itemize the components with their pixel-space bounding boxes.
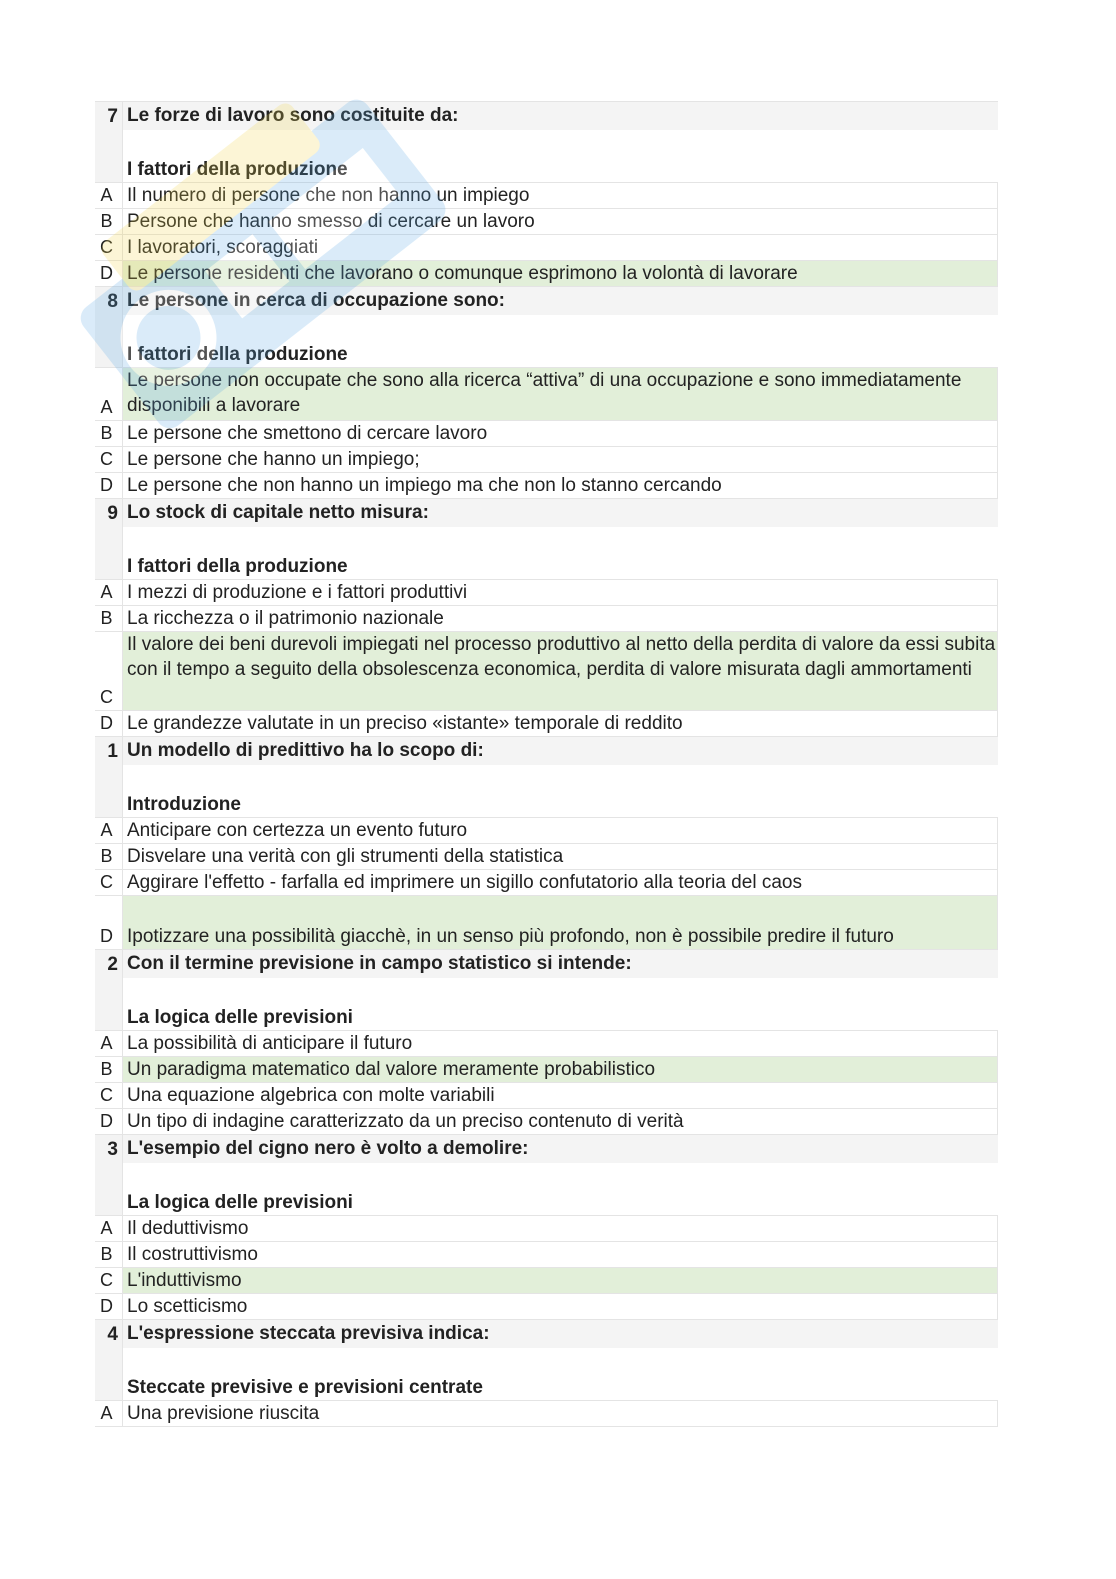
- answer-letter: A: [95, 1031, 123, 1056]
- answer-letter: A: [95, 1401, 123, 1426]
- answer-text: Anticipare con certezza un evento futuro: [123, 818, 998, 843]
- answer-text: Le grandezze valutate in un preciso «istante» temporale di reddito: [123, 711, 998, 736]
- answer-letter: A: [95, 368, 123, 420]
- answer-row: [95, 1216, 998, 1242]
- answer-row: [95, 1109, 998, 1135]
- answer-text: Le persone residenti che lavorano o comunque esprimono la volontà di lavorare: [123, 261, 998, 286]
- answer-row-correct: [95, 368, 998, 421]
- question-block: [95, 950, 998, 1135]
- answer-text: Lo scetticismo: [123, 1294, 998, 1319]
- question-number: 8: [95, 287, 123, 367]
- answer-row: [95, 209, 998, 235]
- answer-text: Il valore dei beni durevoli impiegati nel processo produttivo al netto della perdita di valore da essi subita con il tempo a seguito della obsolescenza economica, perdita di valore misurata dagli ammortamenti: [123, 632, 998, 710]
- answer-letter: C: [95, 632, 123, 710]
- answer-text: L'induttivismo: [123, 1268, 998, 1293]
- answer-letter: B: [95, 844, 123, 869]
- question-text: Le persone in cerca di occupazione sono:: [123, 287, 998, 315]
- answer-row-correct: [95, 1268, 998, 1294]
- answer-text: Persone che hanno smesso di cercare un lavoro: [123, 209, 998, 234]
- answer-row: [95, 1031, 998, 1057]
- question-block: [95, 499, 998, 737]
- answer-row: [95, 606, 998, 632]
- answer-text: Una equazione algebrica con molte variabili: [123, 1083, 998, 1108]
- answer-row: [95, 447, 998, 473]
- answer-row: [95, 473, 998, 499]
- question-number: 1: [95, 737, 123, 817]
- answer-letter: D: [95, 1294, 123, 1319]
- answer-letter: B: [95, 606, 123, 631]
- question-topic: I fattori della produzione: [127, 159, 348, 180]
- answer-row: [95, 1083, 998, 1109]
- answer-text: Ipotizzare una possibilità giacchè, in un senso più profondo, non è possibile predire il futuro: [123, 896, 998, 949]
- question-number: 3: [95, 1135, 123, 1215]
- answer-text: Un paradigma matematico dal valore meramente probabilistico: [123, 1057, 998, 1082]
- answer-text: I lavoratori, scoraggiati: [123, 235, 998, 260]
- answer-row: [95, 844, 998, 870]
- answer-row-correct: [95, 896, 998, 950]
- answer-row: [95, 235, 998, 261]
- question-text: Un modello di predittivo ha lo scopo di:: [123, 737, 998, 765]
- answer-text: Le persone che non hanno un impiego ma che non lo stanno cercando: [123, 473, 998, 498]
- answer-text: La ricchezza o il patrimonio nazionale: [123, 606, 998, 631]
- question-text: Le forze di lavoro sono costituite da:: [123, 102, 998, 130]
- quiz-sheet: [95, 101, 998, 1427]
- question-number: 4: [95, 1320, 123, 1400]
- answer-row: [95, 1401, 998, 1427]
- answer-letter: A: [95, 183, 123, 208]
- answer-row: [95, 421, 998, 447]
- answer-row: [95, 870, 998, 896]
- answer-letter: C: [95, 235, 123, 260]
- question-block: [95, 1320, 998, 1427]
- question-number: 7: [95, 102, 123, 182]
- answer-row-correct: [95, 1057, 998, 1083]
- question-topic: Steccate previsive e previsioni centrate: [127, 1377, 483, 1398]
- answer-letter: B: [95, 209, 123, 234]
- answer-row: [95, 580, 998, 606]
- answer-letter: A: [95, 818, 123, 843]
- answer-text: La possibilità di anticipare il futuro: [123, 1031, 998, 1056]
- answer-text: Disvelare una verità con gli strumenti della statistica: [123, 844, 998, 869]
- question-block: [95, 1135, 998, 1320]
- answer-letter: B: [95, 421, 123, 446]
- answer-text: Le persone non occupate che sono alla ricerca “attiva” di una occupazione e sono immediatamente disponibili a lavorare: [123, 368, 998, 420]
- question-topic: I fattori della produzione: [127, 556, 348, 577]
- answer-text: Un tipo di indagine caratterizzato da un preciso contenuto di verità: [123, 1109, 998, 1134]
- answer-row: [95, 1242, 998, 1268]
- answer-text: Il costruttivismo: [123, 1242, 998, 1267]
- answer-letter: C: [95, 1268, 123, 1293]
- answer-letter: D: [95, 261, 123, 286]
- question-number: 9: [95, 499, 123, 579]
- answer-letter: C: [95, 447, 123, 472]
- answer-letter: B: [95, 1057, 123, 1082]
- answer-letter: A: [95, 1216, 123, 1241]
- answer-letter: A: [95, 580, 123, 605]
- answer-row-correct: [95, 261, 998, 287]
- answer-letter: D: [95, 473, 123, 498]
- answer-text: Il numero di persone che non hanno un impiego: [123, 183, 998, 208]
- answer-text: I mezzi di produzione e i fattori produttivi: [123, 580, 998, 605]
- answer-letter: B: [95, 1242, 123, 1267]
- answer-text: Una previsione riuscita: [123, 1401, 998, 1426]
- answer-row: [95, 818, 998, 844]
- answer-letter: D: [95, 896, 123, 949]
- question-text: Con il termine previsione in campo statistico si intende:: [123, 950, 998, 978]
- answer-row: [95, 183, 998, 209]
- answer-row: [95, 1294, 998, 1320]
- question-topic: Introduzione: [127, 794, 241, 815]
- question-topic: La logica delle previsioni: [127, 1192, 353, 1213]
- question-block: [95, 287, 998, 499]
- answer-row: [95, 711, 998, 737]
- question-text: L'espressione steccata previsiva indica:: [123, 1320, 998, 1348]
- answer-text: Aggirare l'effetto - farfalla ed imprimere un sigillo confutatorio alla teoria del caos: [123, 870, 998, 895]
- answer-letter: D: [95, 711, 123, 736]
- answer-letter: C: [95, 870, 123, 895]
- question-number: 2: [95, 950, 123, 1030]
- question-topic: I fattori della produzione: [127, 344, 348, 365]
- answer-text: Le persone che hanno un impiego;: [123, 447, 998, 472]
- question-text: Lo stock di capitale netto misura:: [123, 499, 998, 527]
- question-topic: La logica delle previsioni: [127, 1007, 353, 1028]
- question-block: [95, 737, 998, 950]
- question-text: L'esempio del cigno nero è volto a demolire:: [123, 1135, 998, 1163]
- question-block: [95, 102, 998, 287]
- answer-row-correct: [95, 632, 998, 711]
- answer-letter: D: [95, 1109, 123, 1134]
- answer-text: Il deduttivismo: [123, 1216, 998, 1241]
- answer-text: Le persone che smettono di cercare lavoro: [123, 421, 998, 446]
- answer-letter: C: [95, 1083, 123, 1108]
